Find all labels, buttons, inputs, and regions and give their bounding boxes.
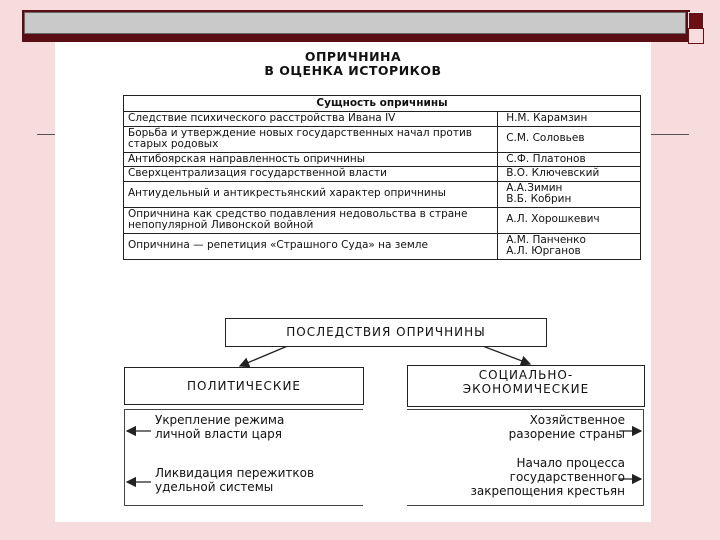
historian-cell: А.Л. Хорошкевич	[498, 207, 641, 233]
decor-square-light	[688, 28, 704, 44]
essence-cell: Антибоярская направленность опричнины	[124, 152, 498, 167]
political-item: Укрепление режима личной власти царя	[155, 413, 285, 441]
historian-cell: С.Ф. Платонов	[498, 152, 641, 167]
table-row	[124, 181, 641, 207]
page-title	[55, 50, 651, 78]
social-economic-item: Начало процесса государственного закрепощения крестьян	[470, 456, 625, 498]
essence-cell: Следствие психического расстройства Ивана IV	[124, 112, 498, 127]
political-item: Ликвидация пережитков удельной системы	[155, 466, 315, 494]
historian-cell: А.М. Панченко А.Л. Юрганов	[498, 233, 641, 259]
table-row	[124, 126, 641, 152]
essence-cell: Опричнина — репетиция «Страшного Суда» на земле	[124, 233, 498, 259]
table-row	[124, 207, 641, 233]
social-economic-box	[407, 365, 645, 407]
historian-cell: С.М. Соловьев	[498, 126, 641, 152]
top-decor-strip	[24, 12, 686, 34]
arrow-to-social	[480, 345, 530, 364]
historian-cell: Н.М. Карамзин	[498, 112, 641, 127]
historian-cell: В.О. Ключевский	[498, 167, 641, 182]
essence-cell: Антиудельный и антикрестьянский характер опричнины	[124, 181, 498, 207]
table-row	[124, 233, 641, 259]
table-row	[124, 152, 641, 167]
document-sheet	[55, 42, 651, 522]
decor-line-left	[37, 134, 55, 135]
essence-cell: Сверхцентрализация государственной власти	[124, 167, 498, 182]
social-economic-label-line-2: ЭКОНОМИЧЕСКИЕ	[462, 382, 590, 396]
essence-cell: Опричнина как средство подавления недовольства в стране непопулярной Ливонской войной	[124, 207, 498, 233]
essence-cell: Борьба и утверждение новых государственных начал против старых родовых	[124, 126, 498, 152]
table-row	[124, 112, 641, 127]
arrow-to-political	[240, 345, 290, 366]
historian-cell: А.А.Зимин В.Б. Кобрин	[498, 181, 641, 207]
social-economic-item: Хозяйственное разорение страны	[508, 413, 625, 441]
table-header: Сущность опричнины	[124, 96, 641, 112]
table-row	[124, 167, 641, 182]
social-economic-label-line-1: СОЦИАЛЬНО-	[478, 368, 574, 382]
title-line-2: В ОЦЕНКА ИСТОРИКОВ	[264, 63, 442, 78]
title-line-1: ОПРИЧНИНА	[304, 49, 402, 64]
decor-line-right	[651, 134, 689, 135]
political-box: ПОЛИТИЧЕСКИЕ	[124, 367, 364, 405]
consequences-title-box: ПОСЛЕДСТВИЯ ОПРИЧНИНЫ	[225, 318, 547, 347]
historians-table	[123, 95, 641, 260]
